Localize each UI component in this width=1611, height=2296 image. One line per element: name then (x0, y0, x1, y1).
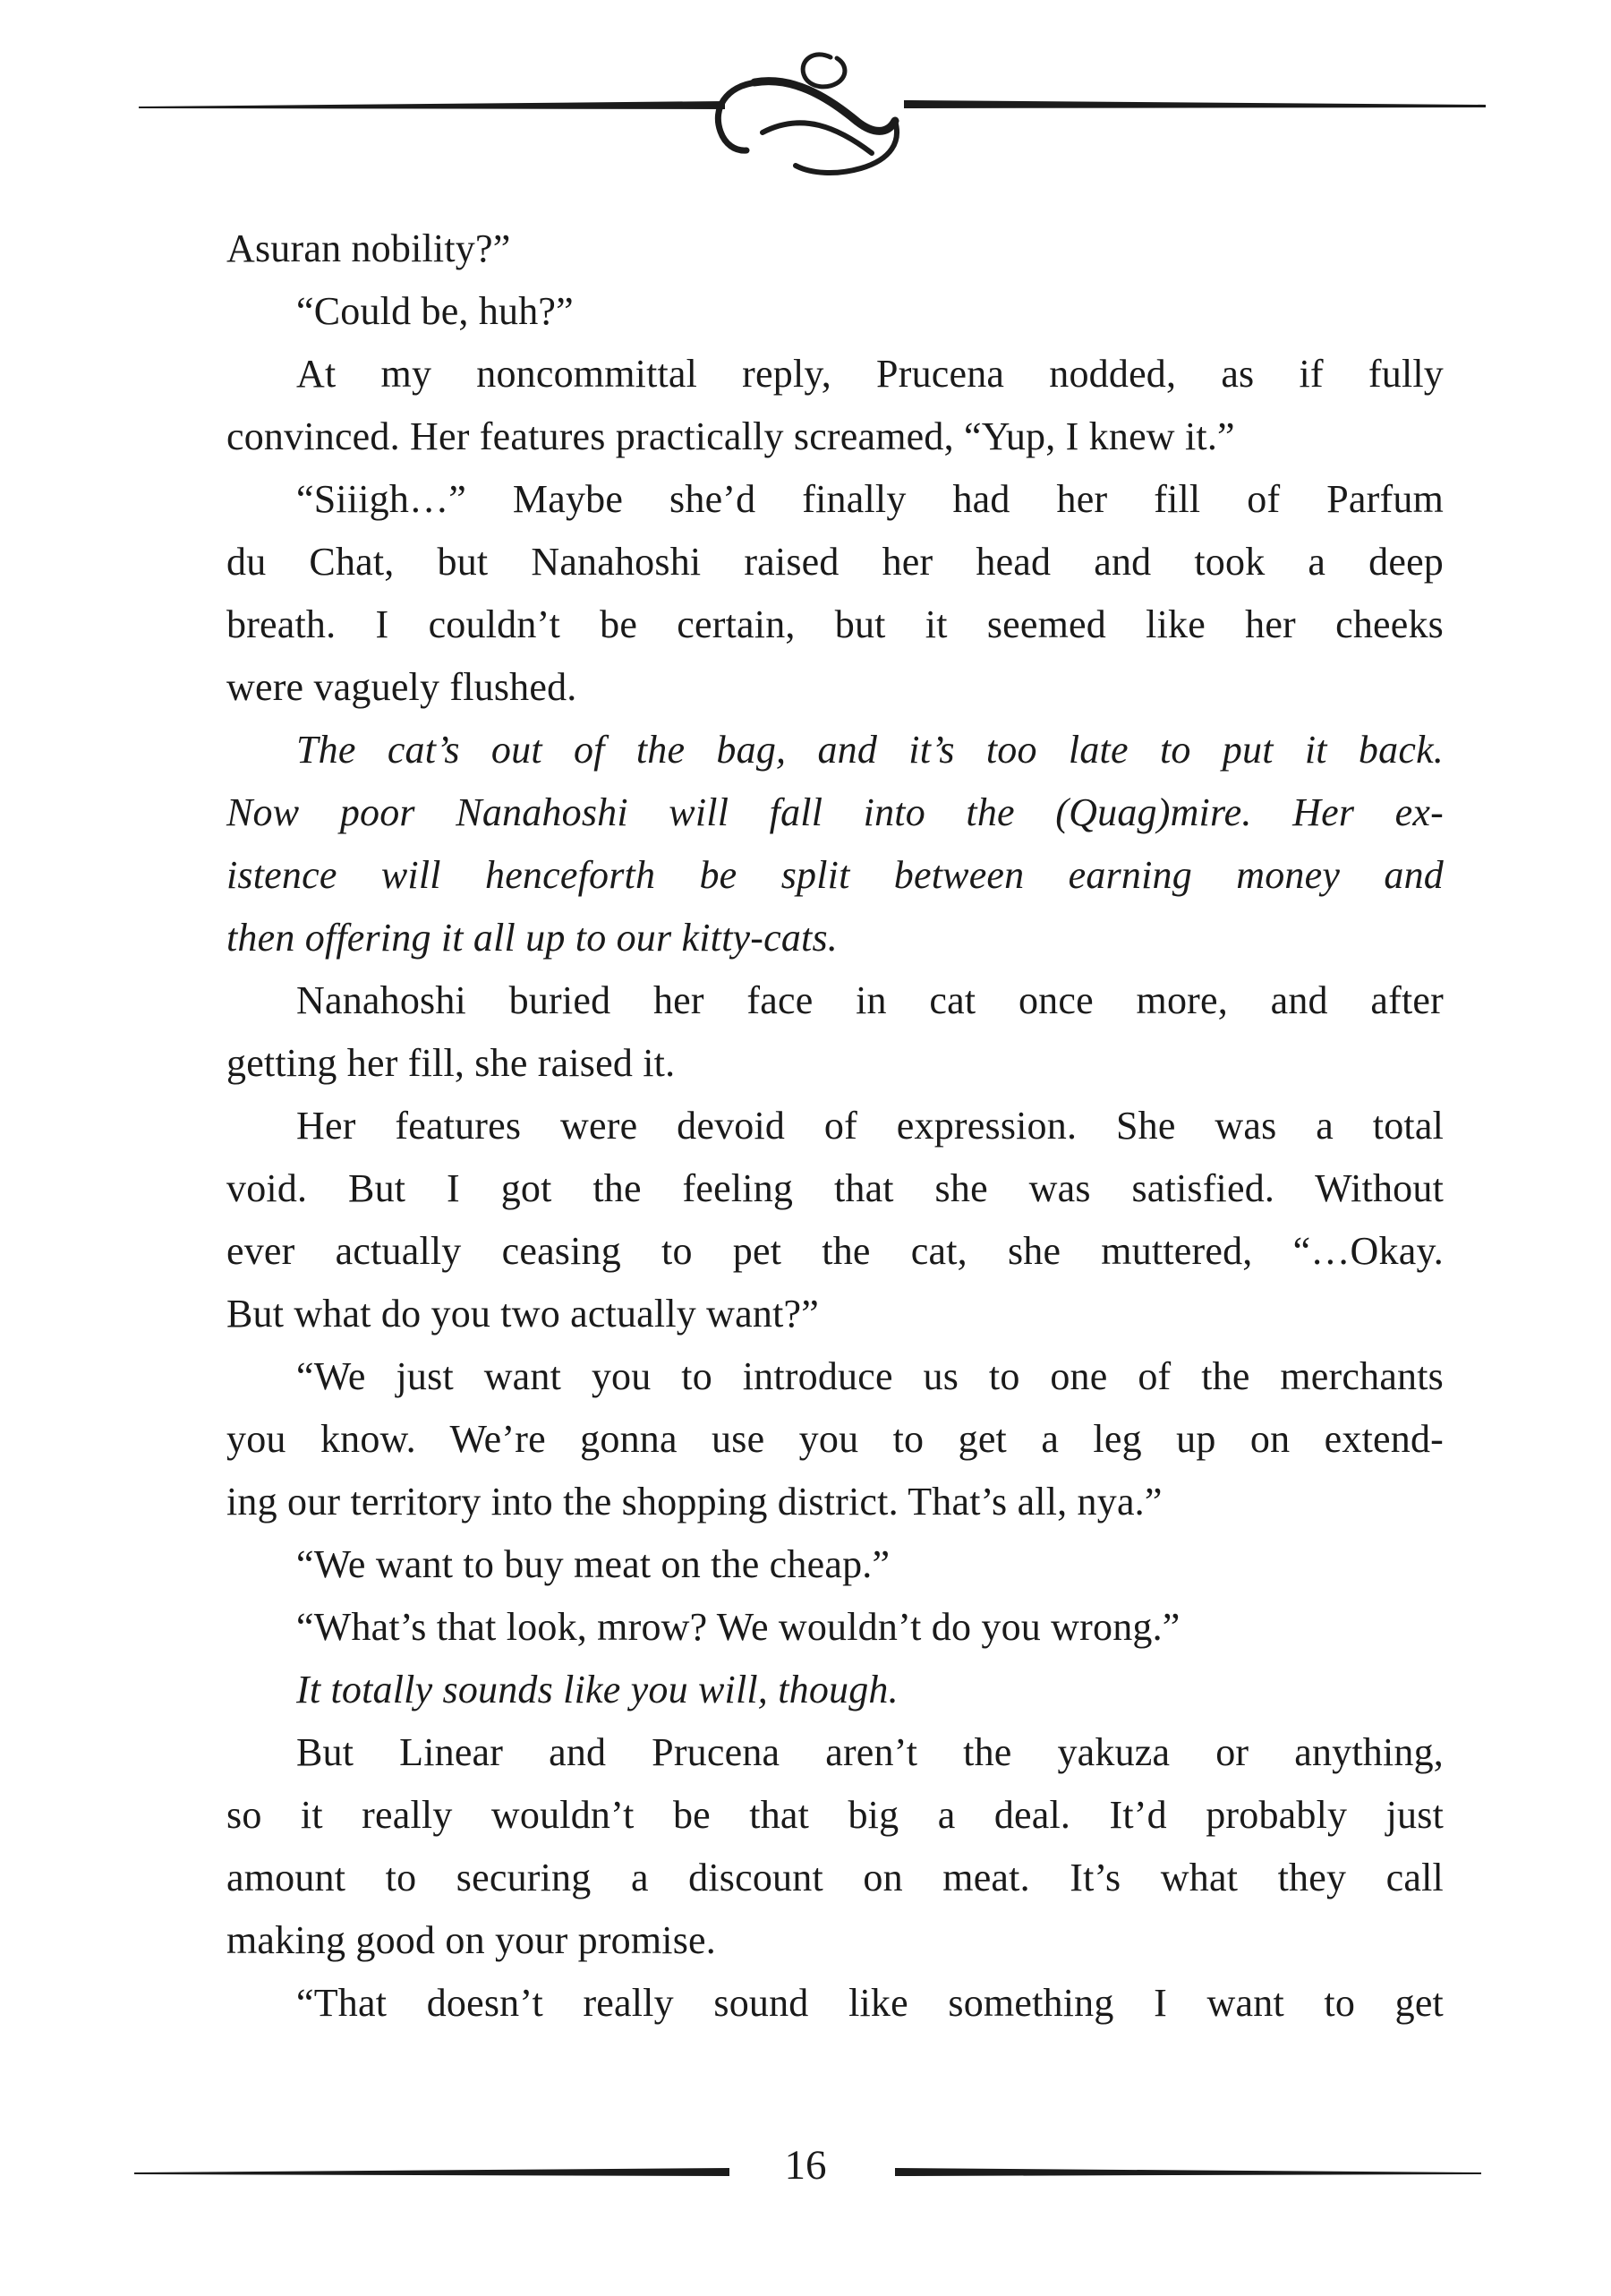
text-line: du Chat, but Nanahoshi raised her head and took a deep (226, 540, 1444, 584)
header-ornament (0, 0, 1611, 233)
text-line: you know. We’re gonna use you to get a leg up on extend- (226, 1417, 1444, 1461)
paragraph (226, 218, 1444, 280)
text-line: “That doesn’t really sound like something I want to get (296, 1981, 1444, 2025)
text-line: getting her fill, she raised it. (226, 1041, 676, 1085)
text-line: The cat’s out of the bag, and it’s too late to put it back. (296, 728, 1444, 772)
text-line: “What’s that look, mrow? We wouldn’t do you wrong.” (296, 1605, 1181, 1649)
paragraph (226, 1345, 1444, 1533)
paragraph (226, 969, 1444, 1095)
text-line: breath. I couldn’t be certain, but it seemed like her cheeks (226, 602, 1444, 646)
text-line: void. But I got the feeling that she was satisfied. Without (226, 1166, 1444, 1210)
paragraph (226, 468, 1444, 719)
text-line: But what do you two actually want?” (226, 1292, 819, 1336)
text-line: “We just want you to introduce us to one of the merchants (296, 1354, 1444, 1398)
text-line: “We want to buy meat on the cheap.” (296, 1542, 891, 1586)
text-line: were vaguely flushed. (226, 665, 577, 709)
page-number: 16 (784, 2142, 827, 2189)
text-line: “Could be, huh?” (296, 289, 574, 333)
paragraph (226, 280, 1444, 343)
text-line: ever actually ceasing to pet the cat, she muttered, “…Okay. (226, 1229, 1444, 1273)
page-text (226, 218, 1444, 2035)
flourish-icon (718, 55, 897, 173)
text-line: Now poor Nanahoshi will fall into the (Quag)mire. Her ex- (226, 790, 1444, 834)
text-line: amount to securing a discount on meat. It’s what they call (226, 1856, 1444, 1899)
text-line: making good on your promise. (226, 1918, 716, 1962)
paragraph (226, 1721, 1444, 1972)
text-line: Her features were devoid of expression. She was a total (296, 1104, 1444, 1148)
text-line: “Siiigh…” Maybe she’d finally had her fill of Parfum (296, 477, 1444, 521)
text-line: then offering it all up to our kitty-cats. (226, 916, 838, 960)
paragraph (226, 719, 1444, 969)
header-rule-left-icon (139, 101, 725, 109)
text-line: Asuran nobility?” (226, 226, 511, 270)
paragraph (226, 343, 1444, 468)
text-line: so it really wouldn’t be that big a deal. It’d probably just (226, 1793, 1444, 1837)
text-line: Nanahoshi buried her face in cat once more, and after (296, 978, 1444, 1022)
paragraph (226, 1972, 1444, 2035)
paragraph (226, 1659, 1444, 1721)
text-line: It totally sounds like you will, though. (296, 1668, 899, 1711)
text-line: convinced. Her features practically screamed, “Yup, I knew it.” (226, 414, 1235, 458)
text-line: ing our territory into the shopping district. That’s all, nya.” (226, 1480, 1163, 1524)
header-rule-right-icon (904, 100, 1486, 108)
text-line: At my noncommittal reply, Prucena nodded, as if fully (296, 352, 1444, 396)
paragraph (226, 1533, 1444, 1596)
paragraph (226, 1095, 1444, 1345)
text-line: But Linear and Prucena aren’t the yakuza or anything, (296, 1730, 1444, 1774)
paragraph (226, 1596, 1444, 1659)
text-line: istence will henceforth be split between earning money and (226, 853, 1444, 897)
